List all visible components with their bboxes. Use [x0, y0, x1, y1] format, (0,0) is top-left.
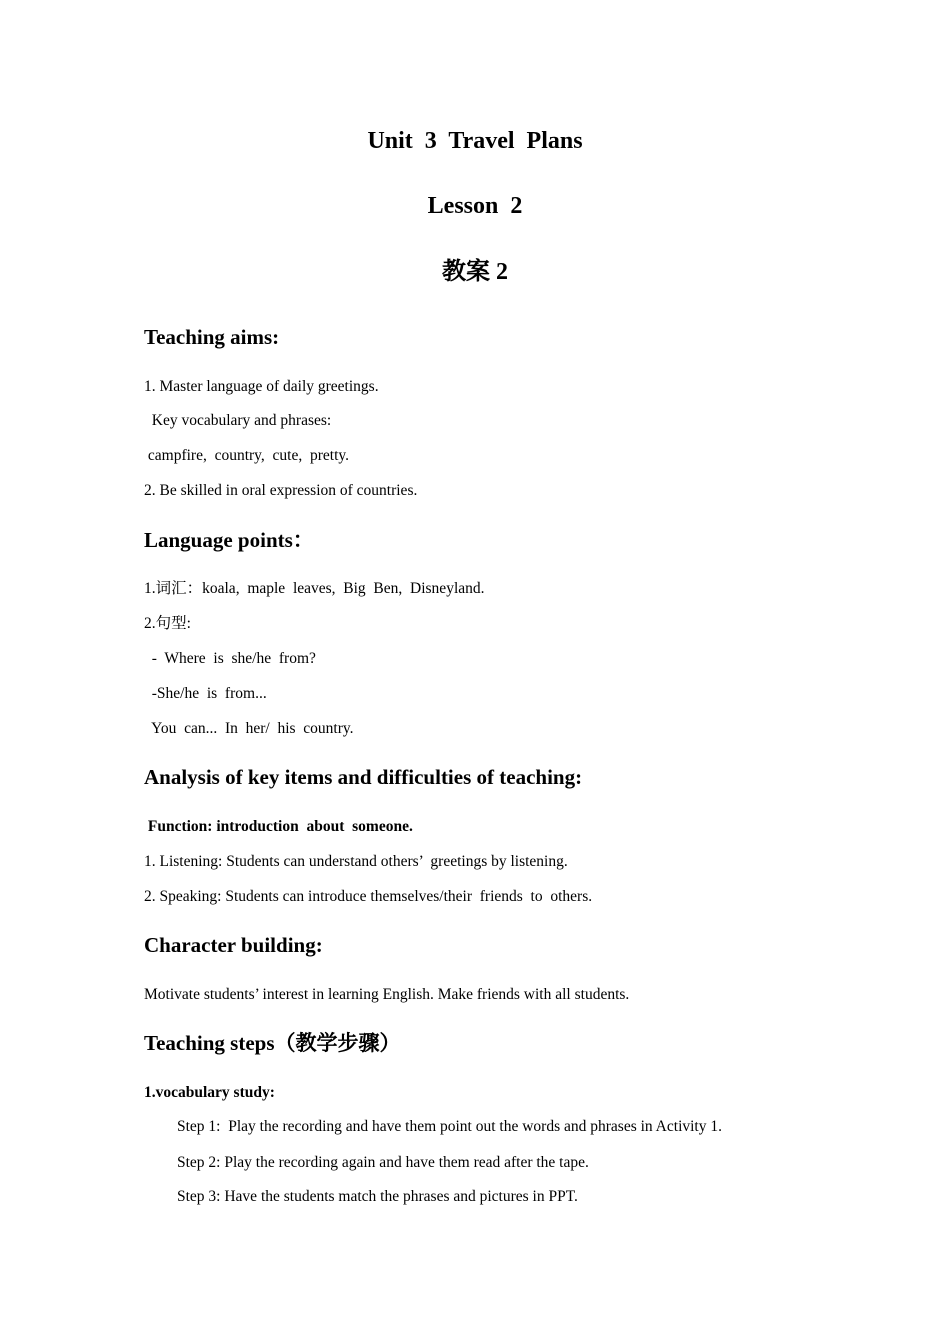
teaching-step: Step 3: Have the students match the phrases and pictures in PPT.: [177, 1188, 578, 1205]
teaching-step: Step 1: Play the recording and have them point out the words and phrases in Activity 1.: [177, 1118, 722, 1135]
analysis-function: Function: introduction about someone.: [144, 818, 413, 835]
teaching-aims-line: Key vocabulary and phrases:: [144, 412, 332, 429]
language-points-line: -She/he is from...: [144, 685, 267, 702]
character-building-heading: Character building:: [144, 933, 323, 957]
language-points-line: - Where is she/he from?: [144, 650, 316, 667]
lesson-title: Lesson 2: [427, 193, 523, 219]
teaching-steps-heading: Teaching steps（教学步骤）: [144, 1031, 401, 1055]
teaching-step: Step 2: Play the recording again and have them read after the tape.: [177, 1154, 589, 1171]
document-subtitle: 教案 2: [442, 259, 508, 285]
analysis-line: 2. Speaking: Students can introduce themselves/their friends to others.: [144, 888, 593, 905]
language-points-line: 1.词汇：koala, maple leaves, Big Ben, Disneyland.: [144, 580, 485, 597]
analysis-line: 1. Listening: Students can understand others’ greetings by listening.: [144, 853, 568, 870]
teaching-aims-line: 1. Master language of daily greetings.: [144, 378, 379, 395]
character-building-text: Motivate students’ interest in learning English. Make friends with all students.: [144, 986, 630, 1003]
language-points-line: 2.句型:: [144, 615, 191, 632]
teaching-aims-line: 2. Be skilled in oral expression of countries.: [144, 482, 418, 499]
document-title: Unit 3 Travel Plans: [367, 128, 583, 154]
language-points-heading: Language points：: [144, 528, 314, 552]
teaching-aims-line: campfire, country, cute, pretty.: [144, 447, 350, 464]
analysis-heading: Analysis of key items and difficulties of teaching:: [144, 765, 583, 789]
vocabulary-study-heading: 1.vocabulary study:: [144, 1084, 275, 1101]
language-points-line: You can... In her/ his country.: [144, 720, 354, 737]
teaching-aims-heading: Teaching aims:: [144, 325, 280, 349]
